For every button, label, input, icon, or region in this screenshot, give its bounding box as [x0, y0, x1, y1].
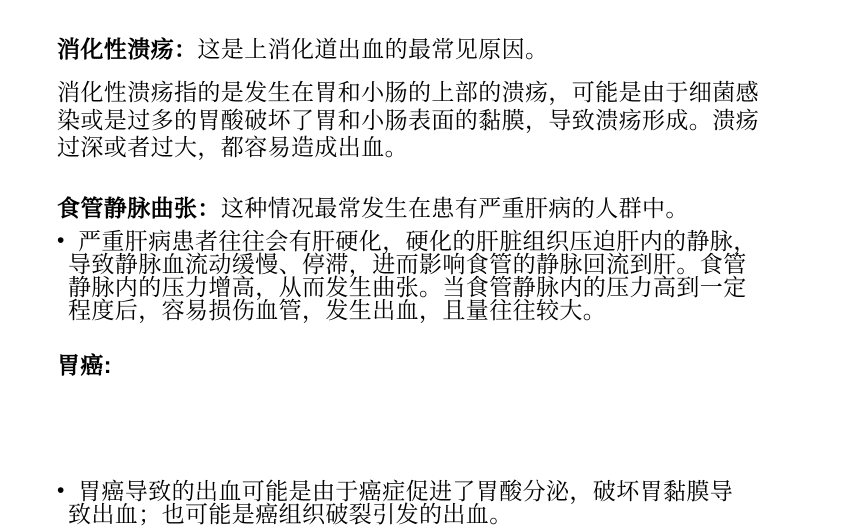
section-heading-gastric-cancer: [57, 352, 112, 379]
section-heading-esophageal-varices: [57, 195, 689, 222]
bullet-item-esophageal-varices: [57, 230, 842, 322]
paragraph-line: 过深或者过大，都容易造成出血。: [57, 134, 408, 160]
bullet-item-gastric-cancer: [57, 480, 842, 526]
heading-description: 这是上消化道出血的最常见原因。: [197, 36, 549, 62]
bullet-line: 静脉内的压力增高，从而发生曲张。当食管静脉内的压力高到一定: [68, 274, 747, 300]
bullet-line: 程度后，容易损伤血管，发生出血，且量往往较大。: [68, 297, 607, 323]
heading-term: 食管静脉曲张：: [57, 195, 221, 221]
bullet-line: 导致静脉血流动缓慢、停滞，进而影响食管的静脉回流到肝。食管: [68, 251, 747, 277]
paragraph-line: 消化性溃疡指的是发生在胃和小肠的上部的溃疡，可能是由于细菌感: [57, 79, 759, 105]
bullet-icon: •: [57, 229, 65, 252]
bullet-line: 严重肝病患者往往会有肝硬化，硬化的肝脏组织压迫肝内的静脉，: [78, 228, 757, 254]
paragraph-line: 染或是过多的胃酸破坏了胃和小肠表面的黏膜，导致溃疡形成。溃疡: [57, 106, 759, 133]
bullet-icon: •: [57, 479, 65, 502]
section-heading-peptic-ulcer: [57, 36, 548, 63]
heading-description: 这种情况最常发生在患有严重肝病的人群中。: [220, 195, 689, 221]
paragraph-peptic-ulcer: [57, 79, 759, 162]
heading-term: 消化性溃疡：: [57, 36, 198, 62]
bullet-line: 胃癌导致的出血可能是由于癌症促进了胃酸分泌，破坏胃黏膜导: [78, 478, 734, 504]
heading-term: 胃癌:: [57, 352, 112, 378]
bullet-line: 致出血；也可能是癌组织破裂引发的出血。: [68, 501, 513, 527]
